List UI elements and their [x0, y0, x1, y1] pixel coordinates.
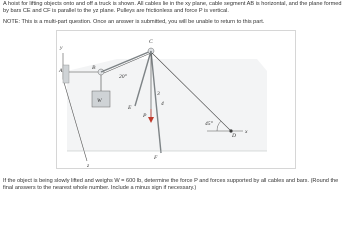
- point-c-label: C: [149, 39, 153, 45]
- point-a-label: A: [59, 68, 63, 74]
- slope-4-label: 4: [161, 101, 164, 107]
- point-f-label: F: [154, 155, 158, 161]
- y-axis-label: y: [60, 45, 63, 51]
- angle-20-label: 20°: [119, 74, 127, 80]
- multi-part-note: NOTE: This is a multi-part question. Once an answer is submitted, you will be unable to return to this part.: [3, 19, 265, 25]
- point-b-label: B: [92, 65, 96, 71]
- angle-45-label: 45°: [205, 121, 213, 127]
- z-axis-label: z: [87, 163, 90, 168]
- point-e-label: E: [128, 105, 132, 111]
- wall-anchor-a: [63, 65, 69, 83]
- point-d-label: D: [232, 133, 237, 139]
- force-p-label: P: [143, 113, 147, 119]
- problem-statement: A hoist for lifting objects onto and off a truck is shown. All cables lie in the xy plane, cable segment AB is horizontal, and the plane formed by bars CE and CF is parallel to the yz plane. Pulleys are frictionless and force P is vertical.: [3, 1, 342, 14]
- hoist-diagram: [57, 31, 295, 168]
- question-text: If the object is being slowly lifted and weighs W = 600 lb, determine the force P and forces supported by all cables and bars. (Round the final answers to the nearest whole number. Include a minus sign if necessary.): [3, 178, 339, 191]
- hoist-figure: [56, 30, 296, 169]
- weight-label: W: [97, 98, 102, 104]
- slope-3-label: 3: [157, 91, 160, 97]
- x-axis-label: x: [245, 129, 248, 135]
